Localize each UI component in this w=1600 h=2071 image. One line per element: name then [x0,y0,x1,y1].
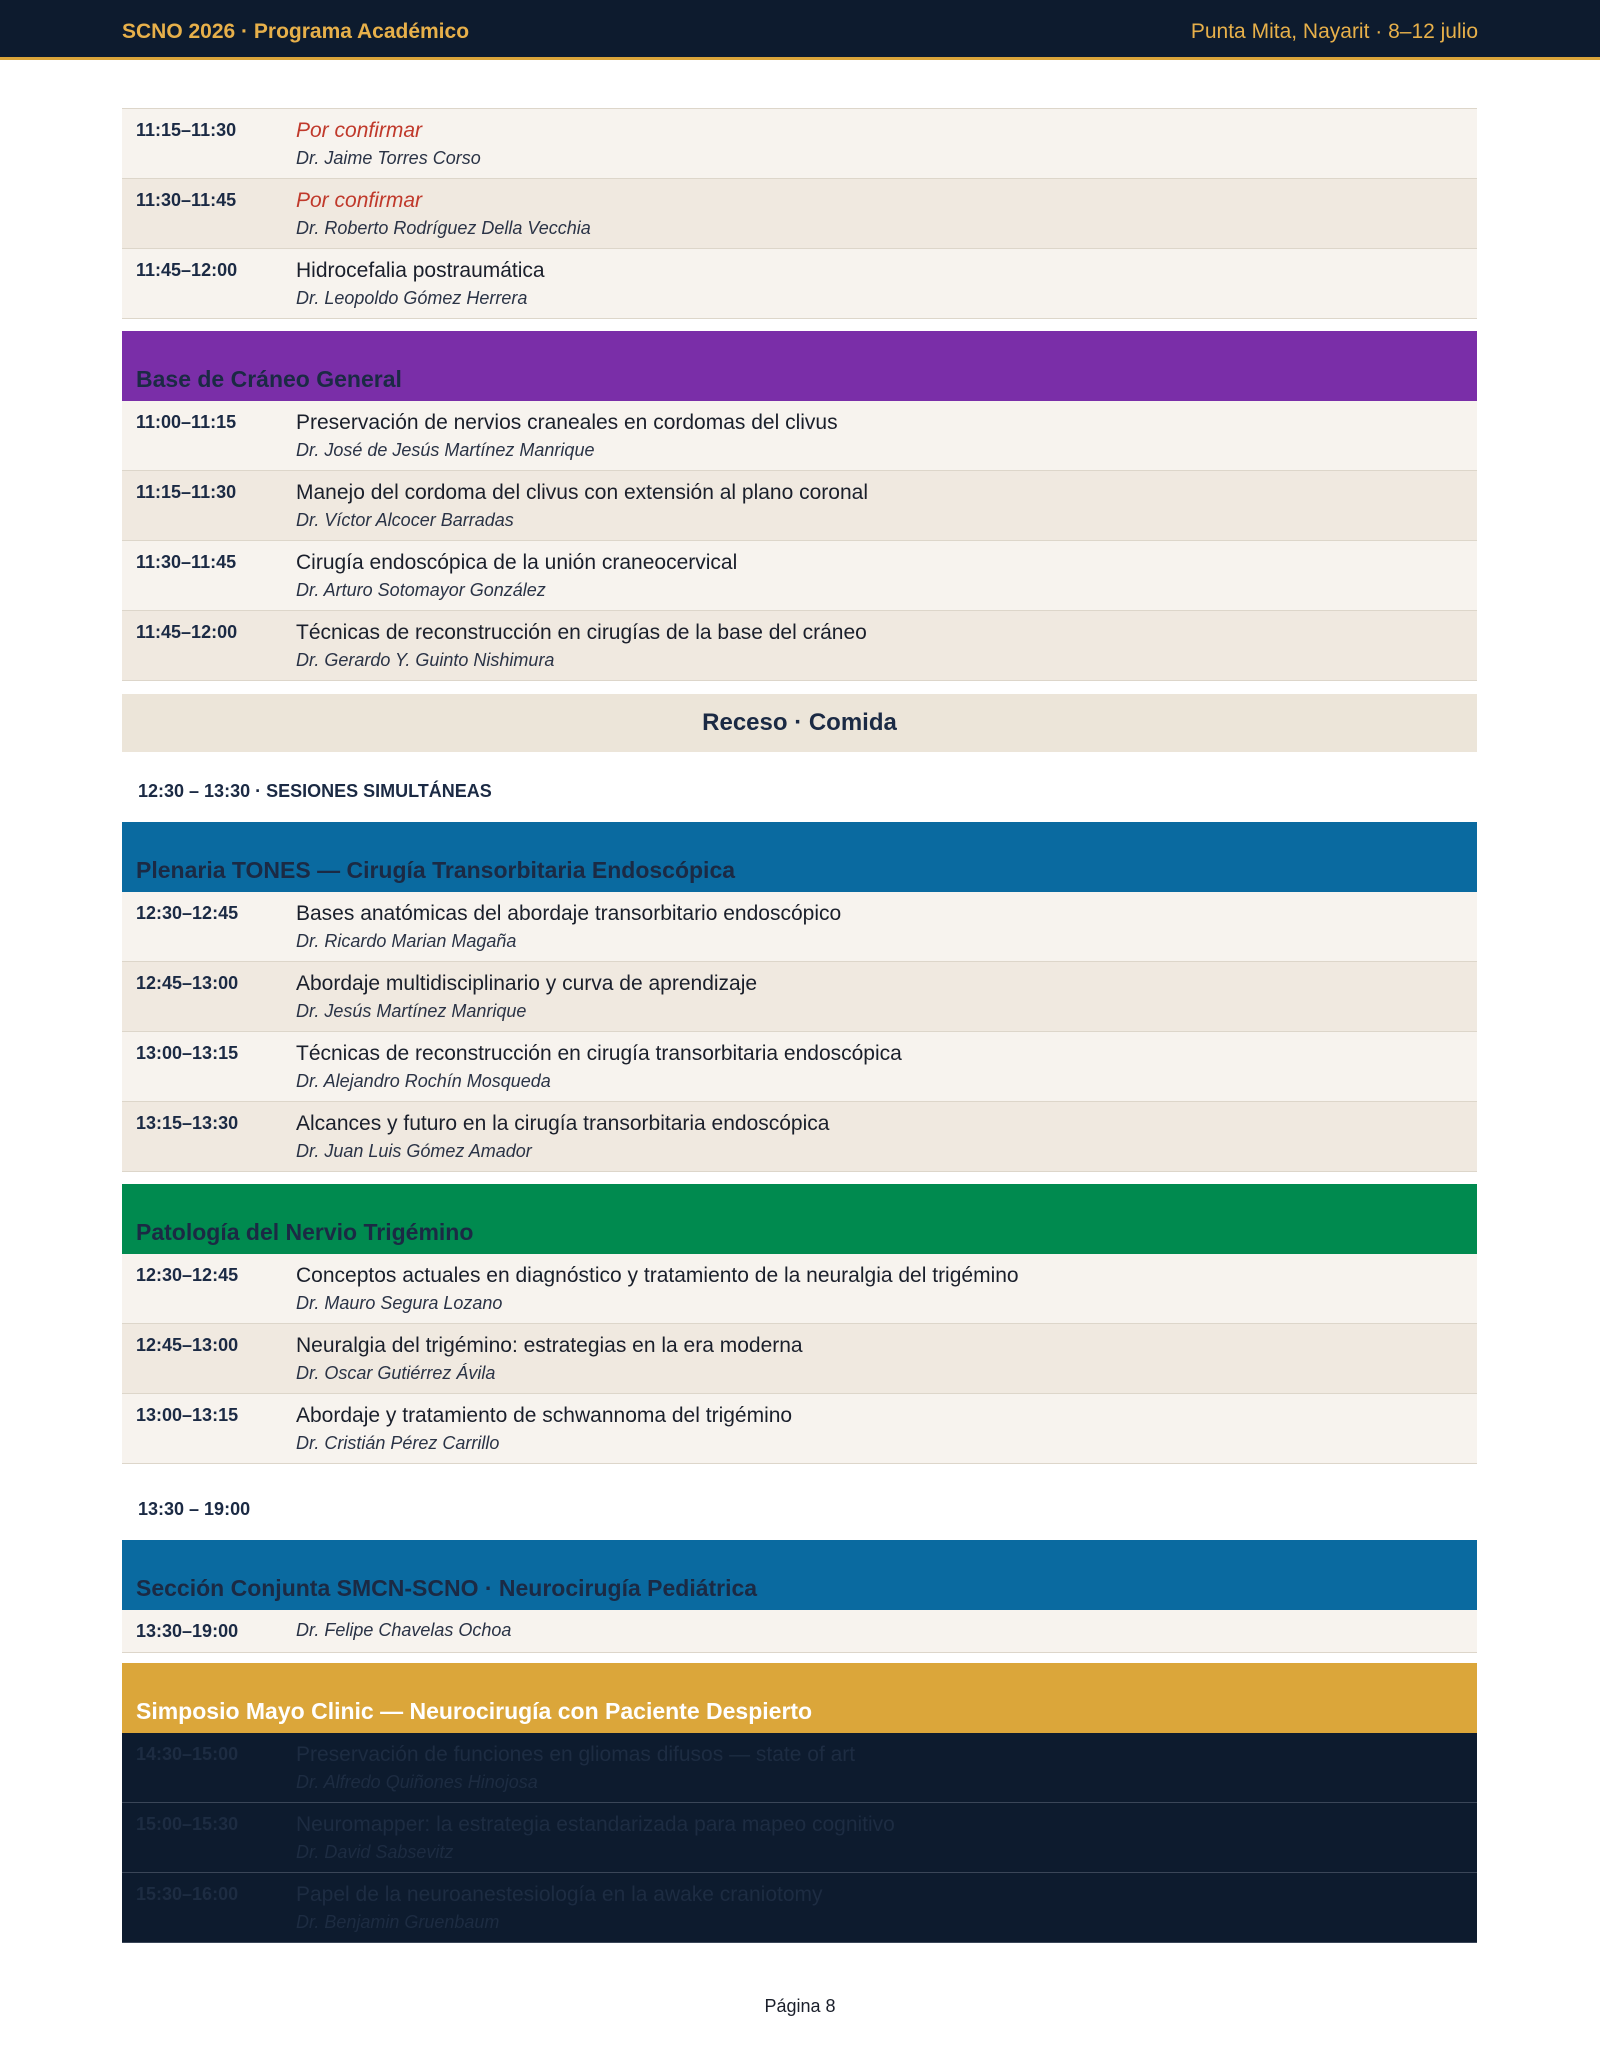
session-rows-continued [122,108,1477,319]
row-title: Abordaje y tratamiento de schwannoma del trigémino [296,1404,793,1427]
row-time: 13:15–13:30 [136,1113,239,1133]
table-row [122,1610,1477,1653]
row-title: Técnicas de reconstrucción en cirugías de la base del cráneo [296,621,867,644]
table-row [122,1032,1477,1102]
section-header-base-craneo [122,331,1477,401]
row-time: 13:00–13:15 [136,1405,239,1425]
section-title: Plenaria TONES — Cirugía Transorbitaria Endoscópica [136,857,736,883]
section-header-pediatrica [122,1540,1477,1610]
row-time: 11:15–11:30 [136,120,237,140]
row-title: Por confirmar [296,119,423,142]
timeslot-label: 13:30 – 19:00 [138,1499,251,1519]
session-rows-tones [122,892,1477,1172]
page-number: Página 8 [764,1996,836,2016]
page-header [0,0,1600,60]
row-time: 11:15–11:30 [136,482,237,502]
row-title: Bases anatómicas del abordaje transorbitario endoscópico [296,902,842,925]
row-speaker: Dr. José de Jesús Martínez Manrique [296,440,595,460]
row-title: Preservación de nervios craneales en cordomas del clivus [296,411,838,434]
row-title: Neuromapper: la estrategia estandarizada para mapeo cognitivo [296,1813,895,1836]
section-title: Patología del Nervio Trigémino [136,1219,474,1245]
row-speaker: Dr. Mauro Segura Lozano [296,1293,503,1313]
row-time: 14:30–15:00 [136,1744,239,1764]
row-speaker: Dr. Alejandro Rochín Mosqueda [296,1071,551,1091]
row-speaker: Dr. Oscar Gutiérrez Ávila [296,1363,496,1383]
row-title: Conceptos actuales en diagnóstico y tratamiento de la neuralgia del trigémino [296,1264,1019,1287]
row-time: 11:45–12:00 [136,622,238,642]
row-speaker: Dr. David Sabsevitz [296,1842,454,1862]
row-speaker: Dr. Cristián Pérez Carrillo [296,1433,500,1453]
row-time: 11:30–11:45 [136,552,237,572]
table-row [122,1394,1477,1464]
row-title: Hidrocefalia postraumática [296,259,545,282]
row-speaker: Dr. Arturo Sotomayor González [296,580,546,600]
row-speaker: Dr. Víctor Alcocer Barradas [296,510,514,530]
session-rows-base-craneo [122,401,1477,681]
row-time: 11:45–12:00 [136,260,238,280]
session-rows-mayo [122,1733,1477,1943]
table-row [122,179,1477,249]
table-row [122,1873,1477,1943]
header-location: Punta Mita, Nayarit · 8–12 julio [1190,20,1478,43]
row-speaker: Dr. Roberto Rodríguez Della Vecchia [296,218,591,238]
table-row [122,611,1477,681]
section-header-mayo [122,1663,1477,1733]
table-row [122,1733,1477,1803]
row-speaker: Dr. Felipe Chavelas Ochoa [296,1620,512,1640]
row-speaker: Dr. Jaime Torres Corso [296,148,481,168]
table-row [122,109,1477,179]
row-time: 12:30–12:45 [136,903,239,923]
table-row [122,1254,1477,1324]
row-speaker: Dr. Jesús Martínez Manrique [296,1001,527,1021]
table-row [122,541,1477,611]
row-speaker: Dr. Benjamin Gruenbaum [296,1912,500,1932]
section-title: Base de Cráneo General [136,366,402,392]
row-time: 15:30–16:00 [136,1884,239,1904]
row-speaker: Dr. Gerardo Y. Guinto Nishimura [296,650,555,670]
break-banner: Receso · Comida [122,694,1477,752]
header-title: SCNO 2026 · Programa Académico [122,20,470,43]
row-title: Papel de la neuroanestesiología en la awake craniotomy [296,1883,823,1906]
section-header-trigemino [122,1184,1477,1254]
row-title: Cirugía endoscópica de la unión craneocervical [296,551,738,574]
session-rows-trigemino [122,1254,1477,1464]
row-title: Alcances y futuro en la cirugía transorbitaria endoscópica [296,1112,830,1135]
row-title: Por confirmar [296,189,423,212]
row-title: Manejo del cordoma del clivus con extensión al plano coronal [296,481,869,504]
session-rows-pediatrica [122,1610,1477,1653]
row-speaker: Dr. Leopoldo Gómez Herrera [296,288,528,308]
row-time: 12:30–12:45 [136,1265,239,1285]
row-time: 12:45–13:00 [136,973,239,993]
row-time: 13:30–19:00 [136,1621,239,1641]
table-row [122,1803,1477,1873]
row-time: 13:00–13:15 [136,1043,239,1063]
table-row [122,962,1477,1032]
section-header-tones [122,822,1477,892]
table-row [122,249,1477,319]
row-time: 11:00–11:15 [136,412,237,432]
program-content [122,108,1477,1943]
row-title: Abordaje multidisciplinario y curva de aprendizaje [296,972,758,995]
row-speaker: Dr. Ricardo Marian Magaña [296,931,517,951]
row-time: 15:00–15:30 [136,1814,239,1834]
table-row [122,471,1477,541]
table-row [122,401,1477,471]
row-title: Preservación de funciones en gliomas difusos — state of art [296,1743,856,1766]
section-title: Simposio Mayo Clinic — Neurocirugía con Paciente Despierto [136,1698,813,1724]
timeslot-label: 12:30 – 13:30 · SESIONES SIMULTÁNEAS [138,781,492,801]
table-row [122,892,1477,962]
row-title: Técnicas de reconstrucción en cirugía transorbitaria endoscópica [296,1042,902,1065]
row-title: Neuralgia del trigémino: estrategias en la era moderna [296,1334,803,1357]
row-time: 12:45–13:00 [136,1335,239,1355]
row-speaker: Dr. Juan Luis Gómez Amador [296,1141,532,1161]
table-row [122,1324,1477,1394]
row-time: 11:30–11:45 [136,190,237,210]
table-row [122,1102,1477,1172]
section-title: Sección Conjunta SMCN-SCNO · Neurocirugía Pediátrica [136,1575,758,1601]
row-speaker: Dr. Alfredo Quiñones Hinojosa [296,1772,538,1792]
